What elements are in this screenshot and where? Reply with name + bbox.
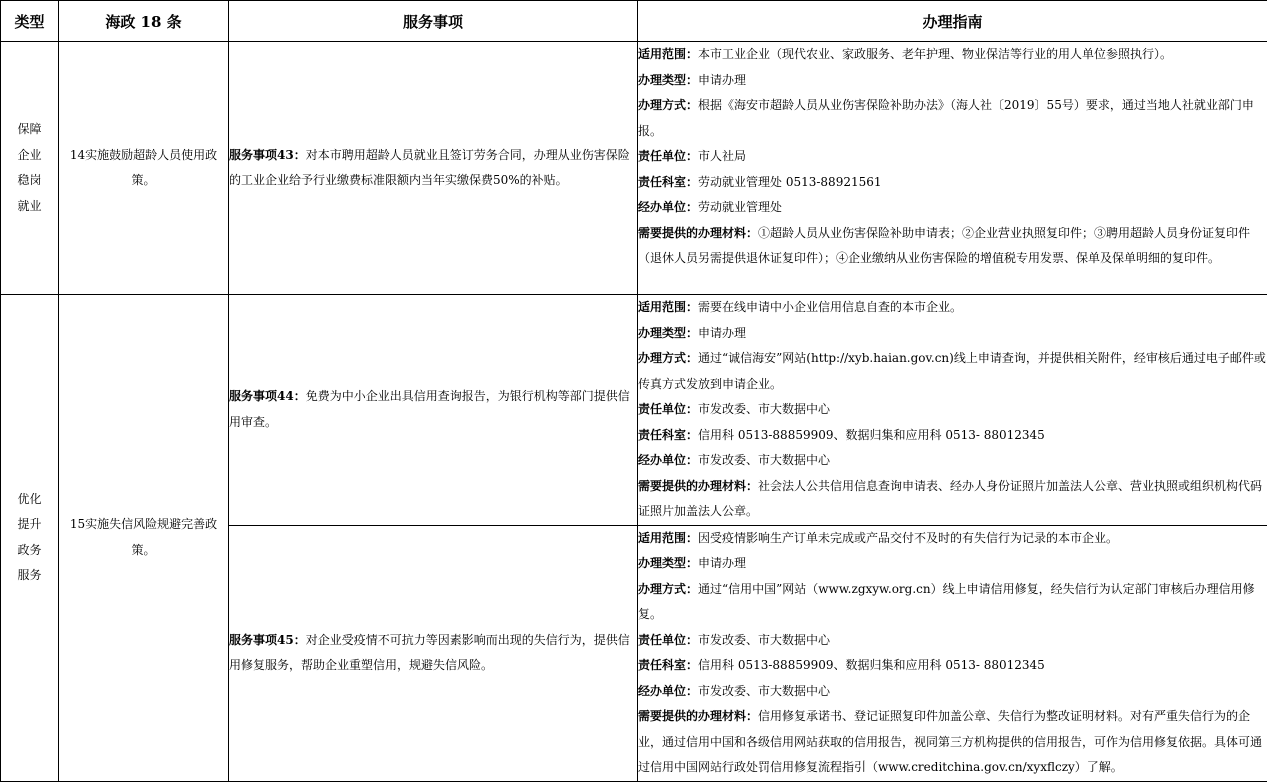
guide-line: 责任科室：信用科 0513-88859909、数据归集和应用科 0513- 88012345 <box>638 423 1267 449</box>
service-label: 服务事项43： <box>229 148 306 162</box>
header-service: 服务事项 <box>229 1 638 42</box>
guide-line: 经办单位：市发改委、市大数据中心 <box>638 679 1267 705</box>
table-row <box>1 295 1267 526</box>
service-cell <box>229 42 638 295</box>
guide-line: 需要提供的办理材料：信用修复承诺书、登记证照复印件加盖公章、失信行为整改证明材料。对有严重失信行为的企业，通过信用中国和各级信用网站获取的信用报告，视同第三方机构提供的信用报告，可作为信用修复依据。具体可通过信用中国网站行政处罚信用修复流程指引（www.creditchina.gov.cn/xyxflczy）了解。 <box>638 704 1267 781</box>
guide-line: 责任单位：市发改委、市大数据中心 <box>638 397 1267 423</box>
guide-line: 办理方式：通过“诚信海安”网站(http://xyb.haian.gov.cn)线上申请查询，并提供相关附件，经审核后通过电子邮件或传真方式发放到申请企业。 <box>638 346 1267 397</box>
header-row <box>1 1 1267 42</box>
guide-line: 需要提供的办理材料：①超龄人员从业伤害保险补助申请表；②企业营业执照复印件；③聘用超龄人员身份证复印件（退休人员另需提供退休证复印件）；④企业缴纳从业伤害保险的增值税专用发票、保单及保单明细的复印件。 <box>638 221 1267 272</box>
service-label: 服务事项44： <box>229 389 306 403</box>
guide-line: 责任单位：市人社局 <box>638 144 1267 170</box>
header-guide: 办理指南 <box>638 1 1267 42</box>
guide-line: 需要提供的办理材料：社会法人公共信用信息查询申请表、经办人身份证照片加盖法人公章、营业执照或组织机构代码证照片加盖法人公章。 <box>638 474 1267 525</box>
service-text: 免费为中小企业出具信用查询报告，为银行机构等部门提供信用审查。 <box>229 389 630 429</box>
guide-line: 责任单位：市发改委、市大数据中心 <box>638 628 1267 654</box>
service-text: 对本市聘用超龄人员就业且签订劳务合同，办理从业伤害保险的工业企业给予行业缴费标准限额内当年实缴保费50%的补贴。 <box>229 148 630 188</box>
guide-line: 适用范围：因受疫情影响生产订单未完成或产品交付不及时的有失信行为记录的本市企业。 <box>638 526 1267 552</box>
policy-cell: 15实施失信风险规避完善政策。 <box>59 295 229 782</box>
guide-line: 责任科室：信用科 0513-88859909、数据归集和应用科 0513- 88012345 <box>638 653 1267 679</box>
guide-line: 办理类型：申请办理 <box>638 321 1267 347</box>
policy-cell: 14实施鼓励超龄人员使用政策。 <box>59 42 229 295</box>
guide-line: 适用范围：本市工业企业（现代农业、家政服务、老年护理、物业保洁等行业的用人单位参照执行）。 <box>638 42 1267 68</box>
guide-cell <box>638 525 1267 781</box>
guide-line: 经办单位：市发改委、市大数据中心 <box>638 448 1267 474</box>
guide-line: 办理方式：根据《海安市超龄人员从业伤害保险补助办法》（海人社〔2019〕55号）要求，通过当地人社就业部门申报。 <box>638 93 1267 144</box>
service-label: 服务事项45： <box>229 633 306 647</box>
guide-line: 责任科室：劳动就业管理处 0513-88921561 <box>638 170 1267 196</box>
table-row <box>1 42 1267 295</box>
category-cell: 优化 提升 政务 服务 <box>1 295 59 782</box>
guide-line: 办理类型：申请办理 <box>638 551 1267 577</box>
guide-line: 适用范围：需要在线申请中小企业信用信息自查的本市企业。 <box>638 295 1267 321</box>
guide-cell <box>638 295 1267 526</box>
service-cell <box>229 295 638 526</box>
service-cell <box>229 525 638 781</box>
guide-line: 经办单位：劳动就业管理处 <box>638 195 1267 221</box>
guide-line: 办理方式：通过“信用中国”网站（www.zgxyw.org.cn）线上申请信用修复，经失信行为认定部门审核后办理信用修复。 <box>638 577 1267 628</box>
category-cell: 保障 企业 稳岗 就业 <box>1 42 59 295</box>
header-type: 类型 <box>1 1 59 42</box>
header-policy: 海政 18 条 <box>59 1 229 42</box>
service-text: 对企业受疫情不可抗力等因素影响而出现的失信行为，提供信用修复服务，帮助企业重塑信用，规避失信风险。 <box>229 633 630 673</box>
guide-cell <box>638 42 1267 295</box>
guide-line: 办理类型：申请办理 <box>638 68 1267 94</box>
